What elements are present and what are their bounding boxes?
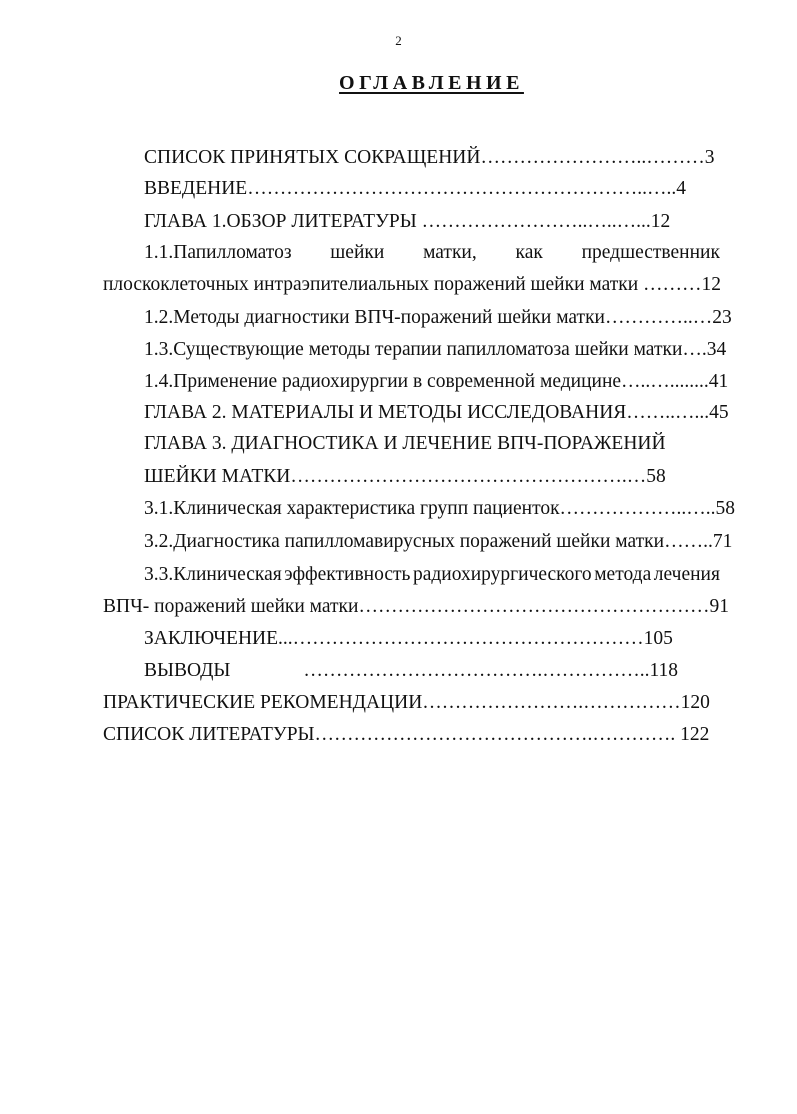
toc-entry-findings-label: ВЫВОДЫ — [144, 660, 231, 681]
toc-entry-recommendations[interactable]: ПРАКТИЧЕСКИЕ РЕКОМЕНДАЦИИ…………………….……………120 — [103, 692, 710, 713]
toc-entry-introduction[interactable]: ВВЕДЕНИЕ……………………………………………………..…..4 — [144, 178, 686, 199]
toc-entry-findings-dots: ……………………………….……………..118 — [303, 660, 678, 681]
toc-entry-section-1-1[interactable] — [144, 241, 720, 265]
page-number: 2 — [395, 33, 402, 48]
toc-word: эффективность — [284, 564, 411, 585]
toc-word: метода — [594, 564, 652, 585]
toc-word: шейки — [330, 242, 385, 263]
toc-entry-section-3-3-continuation[interactable]: ВПЧ- поражений шейки матки………………………………………………91 — [103, 596, 729, 617]
toc-word: 1.1.Папилломатоз — [144, 242, 292, 263]
toc-word: лечения — [653, 564, 720, 585]
toc-word: матки, — [423, 242, 477, 263]
toc-entry-section-3-2[interactable]: 3.2.Диагностика папилломавирусных поражений шейки матки……..71 — [144, 531, 733, 552]
toc-entry-chapter-2[interactable]: ГЛАВА 2. МАТЕРИАЛЫ И МЕТОДЫ ИССЛЕДОВАНИЯ……..…...45 — [144, 402, 729, 423]
toc-entry-chapter-3-continuation[interactable]: ШЕЙКИ МАТКИ…………………………………………….…58 — [144, 466, 666, 487]
toc-entry-conclusion[interactable]: ЗАКЛЮЧЕНИЕ...………………………………………………105 — [144, 628, 673, 649]
toc-word: радиохирургического — [412, 564, 592, 585]
toc-entry-section-1-2[interactable]: 1.2.Методы диагностики ВПЧ-поражений шейки матки…………..…23 — [144, 307, 732, 328]
toc-word: 3.3.Клиническая — [144, 564, 282, 585]
toc-entry-section-1-1-continuation[interactable]: плоскоклеточных интраэпителиальных поражений шейки матки ………12 — [103, 274, 722, 295]
toc-entry-findings[interactable] — [144, 659, 678, 683]
toc-entry-abbreviations[interactable]: СПИСОК ПРИНЯТЫХ СОКРАЩЕНИЙ……………………..………3 — [144, 147, 715, 168]
toc-entry-section-3-1[interactable]: 3.1.Клиническая характеристика групп пациенток………………..…..58 — [144, 498, 736, 519]
toc-word: предшественник — [581, 242, 720, 263]
toc-entry-references[interactable]: СПИСОК ЛИТЕРАТУРЫ…………………………………….…………. 122 — [103, 724, 710, 745]
toc-entry-section-1-4[interactable]: 1.4.Применение радиохирургии в современной медицине…..…........41 — [144, 371, 729, 392]
toc-entry-chapter-3[interactable]: ГЛАВА 3. ДИАГНОСТИКА И ЛЕЧЕНИЕ ВПЧ-ПОРАЖЕНИЙ — [144, 433, 666, 454]
toc-word: как — [515, 242, 543, 263]
toc-entry-section-3-3[interactable] — [144, 563, 720, 587]
toc-entry-section-1-3[interactable]: 1.3.Существующие методы терапии папилломатоза шейки матки….34 — [144, 339, 727, 360]
toc-entry-chapter-1[interactable]: ГЛАВА 1.ОБЗОР ЛИТЕРАТУРЫ ……………………..…..…...12 — [144, 211, 671, 232]
toc-title: ОГЛАВЛЕНИЕ — [339, 72, 524, 94]
